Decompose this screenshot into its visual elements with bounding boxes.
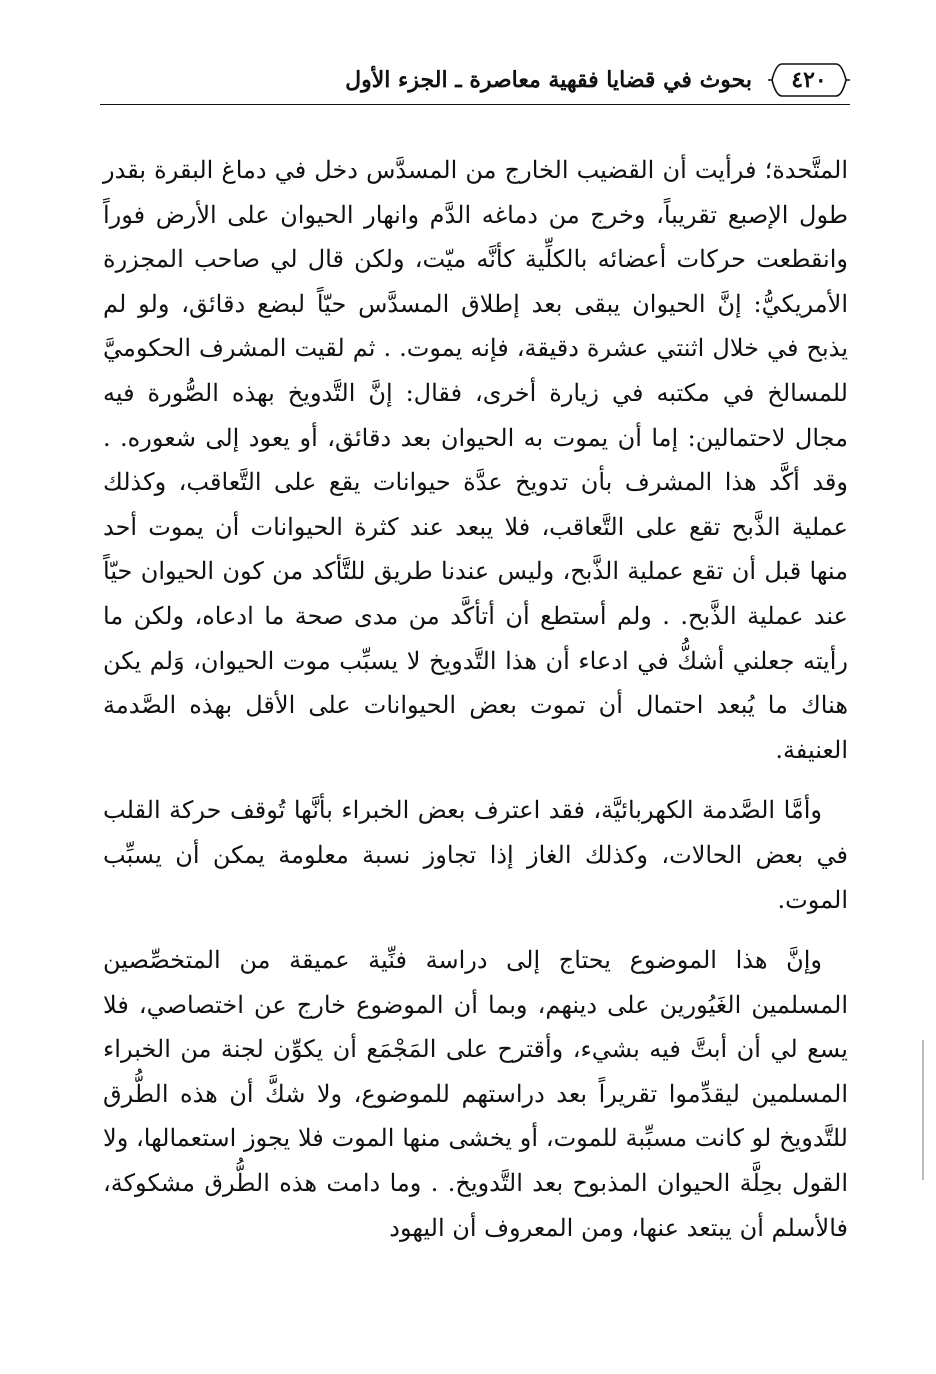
header-divider [100, 104, 850, 105]
main-text [103, 148, 848, 1250]
page-number: ٤٢٠ [791, 67, 827, 93]
paragraph: وأمَّا الصَّدمة الكهربائيَّة، فقد اعترف بعض الخبراء بأنَّها تُوقف حركة القلب في بعض الحالات، وكذلك الغاز إذا تجاوز نسبة معلومة يمكن أن يسبِّب الموت. [103, 796, 848, 914]
running-title: بحوث في قضايا فقهية معاصرة ـ الجزء الأول [345, 67, 752, 93]
paragraph: المتَّحدة؛ فرأيت أن القضيب الخارج من المسدَّس دخل في دماغ البقرة بقدر طول الإصبع تقريباً، وخرج من دماغه الدَّم وانهار الحيوان على الأرض فوراً وانقطعت حركات أعضائه بالكلِّية كأنَّه ميّت، ولكن قال لي صاحب المجزرة الأمريكيُّ: إنَّ الحيوان يبقى بعد إطلاق المسدَّس حيّاً لبضع دقائق، ولو لم يذبح في خلال اثنتي عشرة دقيقة، فإنه يموت. . ثم لقيت المشرف الحكوميَّ للمسالخ في مكتبه في زيارة أخرى، فقال: إنَّ التَّدويخ بهذه الصُّورة فيه مجال لاحتمالين: إما أن يموت به الحيوان بعد دقائق، أو يعود إلى شعوره. . وقد أكَّد هذا المشرف بأن تدويخ عدَّة حيوانات يقع على التَّعاقب، وكذلك عملية الذَّبح تقع على التَّعاقب، فلا يبعد عند كثرة الحيوانات أن يموت أحد منها قبل أن تقع عملية الذَّبح، وليس عندنا طريق للتَّأكد من كون الحيوان حيّاً عند عملية الذَّبح. . ولم أستطع أن أتأكَّد من مدى صحة ما ادعاه، ولكن ما رأيته جعلني أشكُّ في ادعاء أن هذا التَّدويخ لا يسبِّب موت الحيوان، وَلم يكن هناك ما يُبعد احتمال أن تموت بعض الحيوانات على الأقل بهذه الصَّدمة العنيفة. [103, 156, 849, 764]
page-header [100, 58, 850, 108]
scan-margin-line [922, 1040, 924, 1180]
paragraph: وإنَّ هذا الموضوع يحتاج إلى دراسة فنِّية عميقة من المتخصِّصين المسلمين الغَيُورين على دينهم، وبما أن الموضوع خارج عن اختصاصي، فلا يسع لي أن أبتَّ فيه بشيء، وأقترح على المَجْمَع أن يكوِّن لجنة من الخبراء المسلمين ليقدِّموا تقريراً بعد دراستهم للموضوع، ولا شكَّ أن هذه الطُّرق للتَّدويخ لو كانت مسبِّبة للموت، أو يخشى منها الموت فلا يجوز استعمالها، ولا القول بحِلَّة الحيوان المذبوح بعد التَّدويخ. . وما دامت هذه الطُّرق مشكوكة، فالأسلم أن يبتعد عنها، ومن المعروف أن اليهود [103, 946, 848, 1242]
page-number-badge [768, 60, 850, 100]
